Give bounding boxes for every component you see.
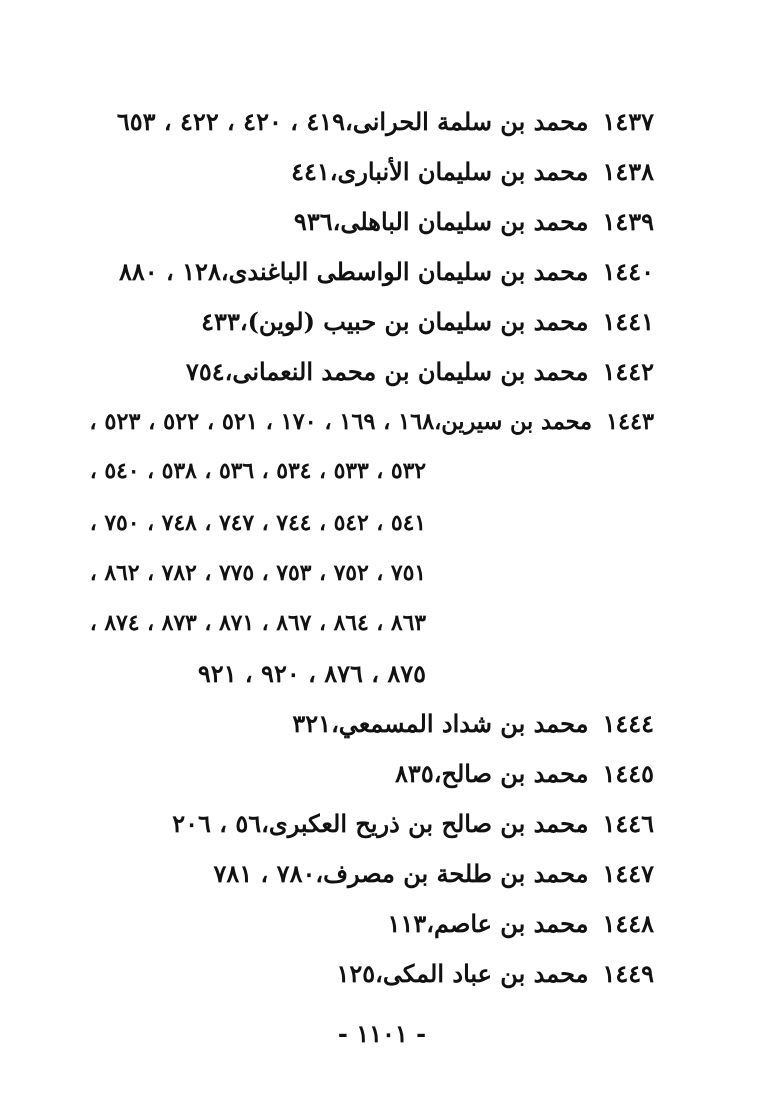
entry-number: ١٤٤٦ (602, 809, 654, 838)
entry-text: محمد بن صالح بن ذريح العكبرى،٥٦ ، ٢٠٦ (172, 809, 589, 838)
continuation-line: ٥٤١ ، ٥٤٢ ، ٧٤٤ ، ٧٤٧ ، ٧٤٨ ، ٧٥٠ ، (89, 511, 426, 536)
entry-number: ١٤٣٧ (602, 107, 654, 136)
entry-text: محمد بن عباد المكى،١٢٥ (336, 959, 589, 988)
index-entry-1438 (291, 156, 654, 188)
continuation-line: ٥٣٢ ، ٥٣٣ ، ٥٣٤ ، ٥٣٦ ، ٥٣٨ ، ٥٤٠ ، (89, 459, 426, 484)
entry-number: ١٤٤٥ (602, 759, 654, 788)
entry-text: محمد بن سليمان بن محمد النعمانى،٧٥٤ (185, 357, 589, 386)
entry-text: محمد بن سليمان الأنبارى،٤٤١ (291, 157, 589, 186)
entry-text: محمد بن سيرين،١٦٨ ، ١٦٩ ، ١٧٠ ، ٥٢١ ، ٥٢٢ ، ٥٢٣ ، (89, 409, 593, 435)
entry-number: ١٤٤٣ (606, 409, 654, 435)
continuation-line: ٨٧٥ ، ٨٧٦ ، ٩٢٠ ، ٩٢١ (197, 659, 426, 688)
entry-text: محمد بن سليمان الباهلى،٩٣٦ (293, 207, 589, 236)
entry-number: ١٤٤٩ (602, 959, 654, 988)
index-entry-1449 (337, 958, 655, 990)
entry-text: محمد بن سليمان الواسطى الباغندى،١٢٨ ، ٨٨٠ (119, 257, 589, 286)
entry-number: ١٤٤١ (602, 307, 654, 336)
index-entry-1445 (395, 758, 654, 790)
entry-number: ١٤٤٧ (602, 859, 654, 888)
continuation-line: ٧٥١ ، ٧٥٢ ، ٧٥٣ ، ٧٧٥ ، ٧٨٢ ، ٨٦٢ ، (89, 561, 426, 586)
index-entry-1444 (292, 708, 654, 740)
index-entry-1446 (172, 808, 654, 840)
entry-number: ١٤٤٨ (602, 909, 654, 938)
entry-number: ١٤٣٩ (602, 207, 654, 236)
entry-text: محمد بن صالح،٨٣٥ (395, 759, 589, 788)
entry-number: ١٤٣٨ (602, 157, 654, 186)
index-entry-1439 (294, 206, 654, 238)
index-entry-1448 (388, 908, 654, 940)
entry-number: ١٤٤٢ (602, 357, 654, 386)
page-number: - ١١٠١ - (337, 1019, 427, 1048)
entry-text: محمد بن شداد المسمعي،٣٢١ (292, 709, 589, 738)
index-entry-1443 (89, 406, 654, 438)
entry-number: ١٤٤٠ (602, 257, 654, 286)
index-entry-1447 (214, 858, 654, 890)
index-entry-1442 (186, 356, 654, 388)
entry-text: محمد بن سليمان بن حبيب (لوين)،٤٣٣ (201, 307, 589, 336)
entry-number: ١٤٤٤ (602, 709, 654, 738)
index-entry-1437 (117, 106, 654, 138)
continuation-line: ٨٦٣ ، ٨٦٤ ، ٨٦٧ ، ٨٧١ ، ٨٧٣ ، ٨٧٤ ، (89, 611, 426, 636)
entry-text: محمد بن سلمة الحرانى،٤١٩ ، ٤٢٠ ، ٤٢٢ ، ٦٥٣ (116, 107, 589, 136)
entry-text: محمد بن طلحة بن مصرف،٧٨٠ ، ٧٨١ (213, 859, 589, 888)
index-entry-1441 (201, 306, 654, 338)
index-entry-1440 (119, 256, 654, 288)
entry-text: محمد بن عاصم،١١٣ (387, 909, 589, 938)
